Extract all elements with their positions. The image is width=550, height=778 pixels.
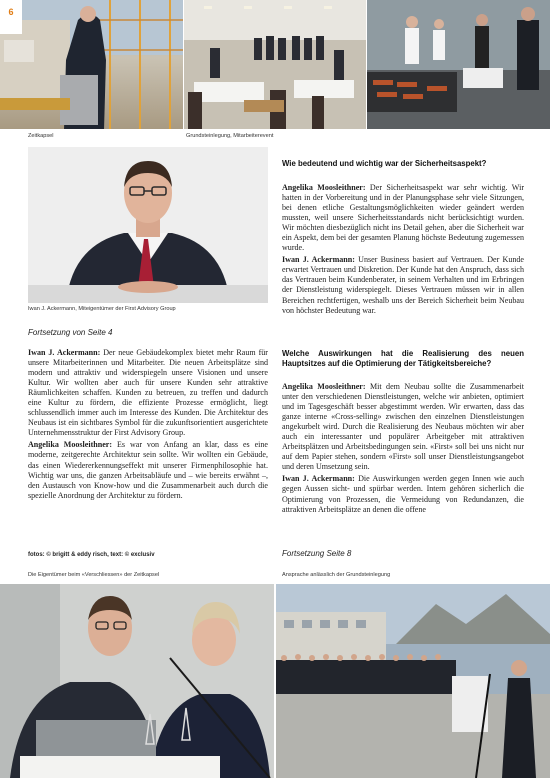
continued-on-label: Fortsetzung Seite 8 bbox=[282, 549, 352, 558]
answer-2 bbox=[282, 255, 524, 315]
speaker-label: Angelika Moosleithner: bbox=[28, 440, 113, 450]
right-article-column-2 bbox=[282, 382, 524, 517]
photo-speech bbox=[276, 584, 550, 778]
speaker-label: Angelika Moosleithner: bbox=[282, 382, 366, 391]
paragraph-text: Unser Business basiert auf Vertrauen. Der Kunde erwartet Vertrauen und Diskretion. Der Kunde hat den Anspruch, dass sich das Vertrauen beim Kundenberater, in seinem Verhalten und im Erbringen der Dienstleistung widerspiegelt. Dieses Vertrauen müssen wir in allen Bereichen rechtfertigen, weshalb uns der Bereich Sicherheit beim Neubau von höchster Bedeutung war. bbox=[282, 255, 524, 315]
paragraph-text: Die Auswirkungen werden gegen Innen wie auch gegen Aussen sicht- und spürbar werden. Intern gehören sicherlich die Optimierung von Prozessen, die Vermeidung von Redundanzen, die attraktiven Arbeitsplätze an denen die offene bbox=[282, 474, 524, 514]
photo-zeitkapsel bbox=[0, 0, 183, 129]
speaker-label: Iwan J. Ackermann: bbox=[28, 348, 101, 357]
left-paragraph-1 bbox=[28, 348, 268, 438]
caption-zeitkapsel: Zeitkapsel bbox=[28, 133, 54, 139]
photo-owners-capsule bbox=[0, 584, 274, 778]
paragraph-text: Der Sicherheitsaspekt war sehr wichtig. Wir hatten in der Vorbereitung und in der Planungsphase sehr viele Sitzungen, bei denen etliche Gestaltungsmöglichkeiten wieder geändert werden mussten, weil unsere Sicherheitsstandards nicht berücksichtigt wurden. Wir möchten diesbezüglich nicht ins Detail gehen, aber die Sicherheit war ein Aspekt, dem bei der gesamten Planung höchste Bedeutung zugemessen wurde. bbox=[282, 183, 524, 253]
answer-1 bbox=[282, 183, 524, 253]
paragraph-text: Der neue Gebäudekomplex bietet mehr Raum für unsere Mitarbeiterinnen und Mitarbeiter. Die neuen Arbeitsplätze sind modern und attraktiv und widerspiegeln unsere Visionen und unsere Kultur. Wir wollten aber auch für unsere Kunden sehr attraktive Räumlichkeiten schaffen. Kunden zu betreuen, zu treffen und dadurch eine Kultur zu fördern, die effiziente Prozesse ermöglicht, liegt schlussendlich immer auch im Interesse des Kunden. Die Architektur des Neubaus ist ein sichtbares Symbol für die zukunftsorientiert ausgerichtete Unternehmensstruktur der First Advisory Group. bbox=[28, 348, 268, 438]
speaker-label: Iwan J. Ackermann: bbox=[282, 255, 355, 265]
speaker-label: Iwan J. Ackermann: bbox=[282, 474, 355, 484]
question-1: Wie bedeutend und wichtig war der Sicherheitsaspekt? bbox=[282, 159, 487, 168]
question-2: Welche Auswirkungen hat die Realisierung des neuen Hauptsitzes auf die Optimierung der Tätigkeitsbereiche? bbox=[282, 349, 524, 368]
caption-grundsteinlegung: Grundsteinlegung, Mitarbeiterevent bbox=[186, 133, 274, 139]
answer-4 bbox=[282, 474, 524, 514]
page-number: 6 bbox=[0, 0, 22, 34]
continued-from-label: Fortsetzung von Seite 4 bbox=[28, 328, 113, 337]
photo-event-hall bbox=[184, 0, 366, 129]
photo-credits: fotos: © brigitt & eddy risch, text: © exclusiv bbox=[28, 552, 155, 558]
caption-portrait: Iwan J. Ackermann, Miteigentümer der First Advisory Group bbox=[28, 306, 176, 312]
photo-grill bbox=[367, 0, 550, 129]
caption-ansprache: Ansprache anlässlich der Grundsteinlegung bbox=[282, 572, 391, 578]
paragraph-text: Mit dem Neubau sollte die Zusammenarbeit unter den verschiedenen Dienstleistungen, welche wir anbieten, optimiert und im Tagesgeschäft besser abgestimmt werden. Wir erwarten, dass das ganze interne «Cross-selling» zwischen den einzelnen Dienstleistungen angekurbelt wird. Durch die Realisierung des Neubaus möchten wir aber auch ein interessanter und populärer Arbeitgeber mit attraktiven Arbeitsplätzen und Arbeitsbedingungen sein. «First» soll bei uns nicht nur auf dem Papier stehen, sondern «First» soll unser Dienstleistungsangebot und deren Umsetzung sein. bbox=[282, 382, 524, 472]
answer-3 bbox=[282, 382, 524, 472]
speaker-label: Angelika Moosleithner: bbox=[282, 183, 366, 192]
left-article-column bbox=[28, 348, 268, 503]
right-article-column-1 bbox=[282, 183, 524, 318]
caption-eigentuemer: Die Eigentümer beim «Verschliessen» der Zeitkapsel bbox=[28, 572, 160, 578]
left-paragraph-2 bbox=[28, 440, 268, 500]
portrait-photo bbox=[28, 147, 268, 303]
paragraph-text: Es war von Anfang an klar, dass es eine moderne, zeitgerechte Architektur sein sollte. Wir wollten ein Gebäude, das einen Wiedererkennungseffekt mit unserer Firmenphilosophie hat. Wichtig war uns, die ganzen Arbeitsabläufe und – wie bereits erwähnt –, den Austausch von Know-how und die Zusammenarbeit auch durch die spezielle Anordnung der Architektur zu fördern. bbox=[28, 440, 268, 500]
